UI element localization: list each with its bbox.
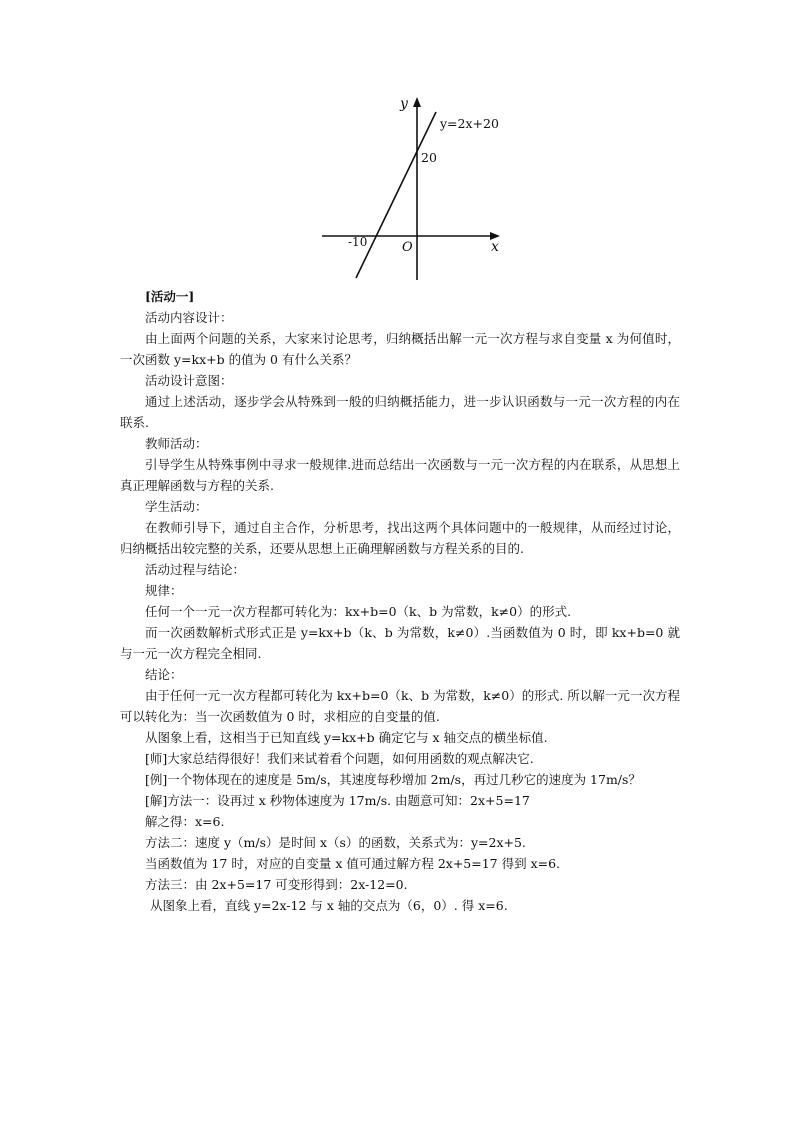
paragraph-5: 教师活动：	[145, 436, 208, 451]
paragraph-3: 活动设计意图：	[145, 373, 233, 388]
paragraph-15: 从图象上看，这相当于已知直线 y=kx+b 确定它与 x 轴交点的横坐标值.	[145, 730, 548, 745]
y-intercept-label: 20	[421, 150, 437, 165]
paragraph-21: 当函数值为 17 时，对应的自变量 x 值可通过解方程 2x+5=17 得到 x=6.	[145, 856, 561, 871]
paragraph-13: 结论：	[145, 667, 183, 682]
line-equation-label: y=2x+20	[440, 116, 499, 131]
y-axis-label: y	[400, 96, 408, 112]
paragraph-8: 在教师引导下，通过自主合作，分析思考，找出这两个具体问题中的一般规律，从而经过讨论，归纳概括出较完整的关系，还要从思想上正确理解函数与方程关系的目的.	[120, 520, 680, 556]
paragraph-4: 通过上述活动，逐步学会从特殊到一般的归纳概括能力，进一步认识函数与一元一次方程的内在联系.	[120, 394, 680, 430]
graph-svg	[316, 88, 506, 284]
x-intercept-label: -10	[348, 235, 368, 249]
paragraph-10: 规律：	[145, 583, 183, 598]
function-graph-figure	[316, 88, 506, 284]
paragraph-23: 从图象上看，直线 y=2x-12 与 x 轴的交点为（6，0）. 得 x=6.	[150, 898, 508, 913]
paragraph-9: 活动过程与结论：	[145, 562, 246, 577]
y-axis-arrow-icon	[413, 97, 421, 107]
paragraph-19: 解之得：x=6.	[145, 814, 225, 829]
paragraph-1: 活动内容设计：	[145, 310, 233, 325]
document-body	[120, 286, 680, 916]
paragraph-14: 由于任何一元一次方程都可转化为 kx+b=0（k、b 为常数，k≠0）的形式. 所以解一元一次方程可以转化为：当一次函数值为 0 时，求相应的自变量的值.	[120, 688, 680, 724]
paragraph-22: 方法三：由 2x+5=17 可变形得到：2x-12=0.	[145, 877, 408, 892]
paragraph-17: [例]一个物体现在的速度是 5m/s，其速度每秒增加 2m/s，再过几秒它的速度为 17m/s？	[145, 772, 641, 787]
paragraph-6: 引导学生从特殊事例中寻求一般规律.进而总结出一次函数与一元一次方程的内在联系，从思想上真正理解函数与方程的关系.	[120, 457, 680, 493]
paragraph-16: [师]大家总结得很好！我们来试着看个问题，如何用函数的观点解决它.	[145, 751, 534, 766]
origin-label: O	[402, 240, 413, 255]
activity-heading: [活动一]	[145, 289, 195, 304]
paragraph-11: 任何一个一元一次方程都可转化为：kx+b=0（k、b 为常数，k≠0）的形式.	[145, 604, 572, 619]
paragraph-20: 方法二：速度 y（m/s）是时间 x（s）的函数，关系式为：y=2x+5.	[145, 835, 526, 850]
paragraph-7: 学生活动：	[145, 499, 208, 514]
paragraph-18: [解]方法一：设再过 x 秒物体速度为 17m/s. 由题意可知：2x+5=17	[145, 793, 530, 808]
paragraph-2: 由上面两个问题的关系，大家来讨论思考，归纳概括出解一元一次方程与求自变量 x 为何值时，一次函数 y=kx+b 的值为 0 有什么关系？	[120, 331, 680, 367]
x-axis-label: x	[491, 239, 499, 255]
paragraph-12: 而一次函数解析式形式正是 y=kx+b（k、b 为常数，k≠0）.当函数值为 0 时，即 kx+b=0 就与一元一次方程完全相同.	[120, 625, 680, 661]
function-line	[356, 112, 436, 278]
